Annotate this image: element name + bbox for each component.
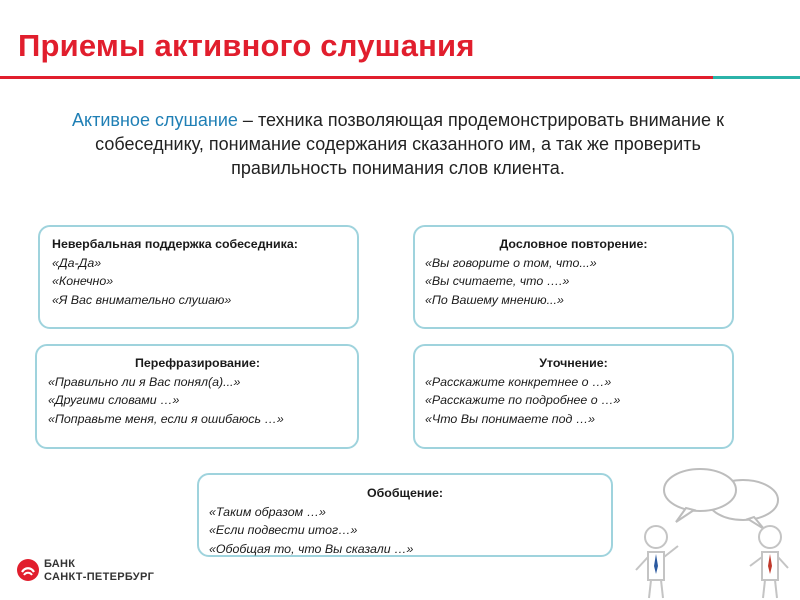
bank-logo-text bbox=[44, 558, 154, 584]
card-item: «Да-Да» bbox=[52, 255, 102, 270]
card-item: «Вы считаете, что ….» bbox=[425, 274, 570, 288]
bank-logo-icon bbox=[16, 558, 40, 582]
card-heading: Перефразирование: bbox=[134, 356, 261, 370]
card-item: «Если подвести итог…» bbox=[209, 523, 358, 537]
card-nonverbal-support bbox=[38, 225, 359, 329]
card-verbatim-repetition bbox=[413, 225, 734, 329]
card-heading: Дословное повторение: bbox=[499, 237, 648, 251]
card-item: «Таким образом …» bbox=[209, 504, 326, 519]
card-clarification bbox=[413, 344, 734, 449]
card-paraphrasing bbox=[35, 344, 359, 449]
card-heading: Невербальная поддержка собеседника: bbox=[52, 237, 298, 251]
page-title: Приемы активного слушания bbox=[18, 28, 475, 63]
card-heading: Уточнение: bbox=[539, 356, 608, 370]
card-item: «Правильно ли я Вас понял(а)...» bbox=[48, 374, 241, 389]
bank-logo bbox=[16, 557, 156, 587]
bank-logo-line2: САНКТ-ПЕТЕРБУРГ bbox=[44, 571, 155, 583]
card-item: «Обобщая то, что Вы сказали …» bbox=[209, 541, 414, 556]
card-item: «Расскажите по подробнее о …» bbox=[425, 393, 621, 407]
talking-people-icon bbox=[620, 462, 800, 600]
card-item: «Я Вас внимательно слушаю» bbox=[52, 292, 232, 307]
title-underline bbox=[0, 76, 713, 79]
card-item: «По Вашему мнению...» bbox=[425, 292, 564, 307]
card-item: «Вы говорите о том, что...» bbox=[425, 255, 597, 270]
intro-dash: – bbox=[237, 110, 258, 130]
intro-paragraph bbox=[60, 108, 736, 180]
card-item: «Расскажите конкретнее о …» bbox=[425, 374, 612, 389]
card-item: «Конечно» bbox=[52, 274, 114, 288]
bank-logo-line1: БАНК bbox=[44, 558, 76, 570]
speech-bubbles-icon bbox=[664, 469, 778, 529]
card-item: «Что Вы понимаете под …» bbox=[425, 411, 596, 426]
intro-text: техника позволяющая продемонстрировать внимание к собеседнику, понимание содержания сказанного им, а так же проверить правильность понимания слов клиента. bbox=[95, 110, 724, 178]
card-item: «Другими словами …» bbox=[48, 393, 180, 407]
card-item: «Поправьте меня, если я ошибаюсь …» bbox=[48, 411, 284, 426]
card-summarizing bbox=[197, 473, 613, 557]
intro-term: Активное слушание bbox=[72, 110, 238, 130]
card-heading: Обобщение: bbox=[367, 486, 443, 500]
title-underline-accent bbox=[713, 76, 800, 79]
